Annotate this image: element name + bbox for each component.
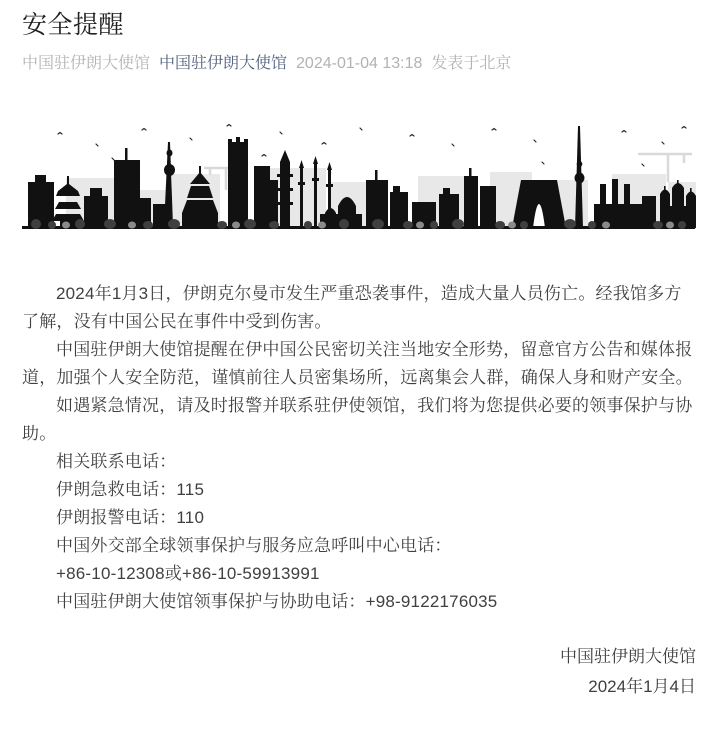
article-paragraph: 2024年1月3日，伊朗克尔曼市发生严重恐袭事件，造成大量人员伤亡。经我馆多方了解，没有中国公民在事件中受到伤害。 <box>22 284 682 331</box>
article-paragraph: 中国驻伊朗大使馆提醒在伊中国公民密切关注当地安全形势，留意官方公告和媒体报道，加强个人安全防范，谨慎前往人员密集场所，远离集会人群，确保人身和财产安全。 <box>22 340 693 387</box>
article-paragraph: +86-10-12308或+86-10-59913991 <box>56 564 320 583</box>
article-paragraph: 中国外交部全球领事保护与服务应急呼叫中心电话： <box>56 536 452 555</box>
article-body <box>22 280 696 616</box>
article-paragraph: 中国驻伊朗大使馆领事保护与协助电话：+98-9122176035 <box>56 592 498 611</box>
article-paragraph: 伊朗报警电话：110 <box>56 508 205 527</box>
publish-location: 发表于北京 <box>431 55 512 72</box>
signature-name: 中国驻伊朗大使馆 <box>560 647 696 666</box>
official-account-link[interactable]: 中国驻伊朗大使馆 <box>159 55 288 72</box>
article-paragraph: 相关联系电话： <box>56 452 177 471</box>
author-name: 中国驻伊朗大使馆 <box>22 55 151 72</box>
article-paragraph: 伊朗急救电话：115 <box>56 480 205 499</box>
skyline-silhouette-graphic <box>22 118 696 238</box>
article-meta <box>22 54 696 74</box>
article-title: 安全提醒 <box>22 11 125 39</box>
publish-time: 2024-01-04 13:18 <box>296 55 423 72</box>
signature-block <box>22 642 696 702</box>
skyline-banner-image[interactable] <box>22 118 696 238</box>
article-paragraph: 如遇紧急情况，请及时报警并联系驻伊使领馆，我们将为您提供必要的领事保护与协助。 <box>22 396 693 443</box>
signature-date: 2024年1月4日 <box>588 677 696 696</box>
